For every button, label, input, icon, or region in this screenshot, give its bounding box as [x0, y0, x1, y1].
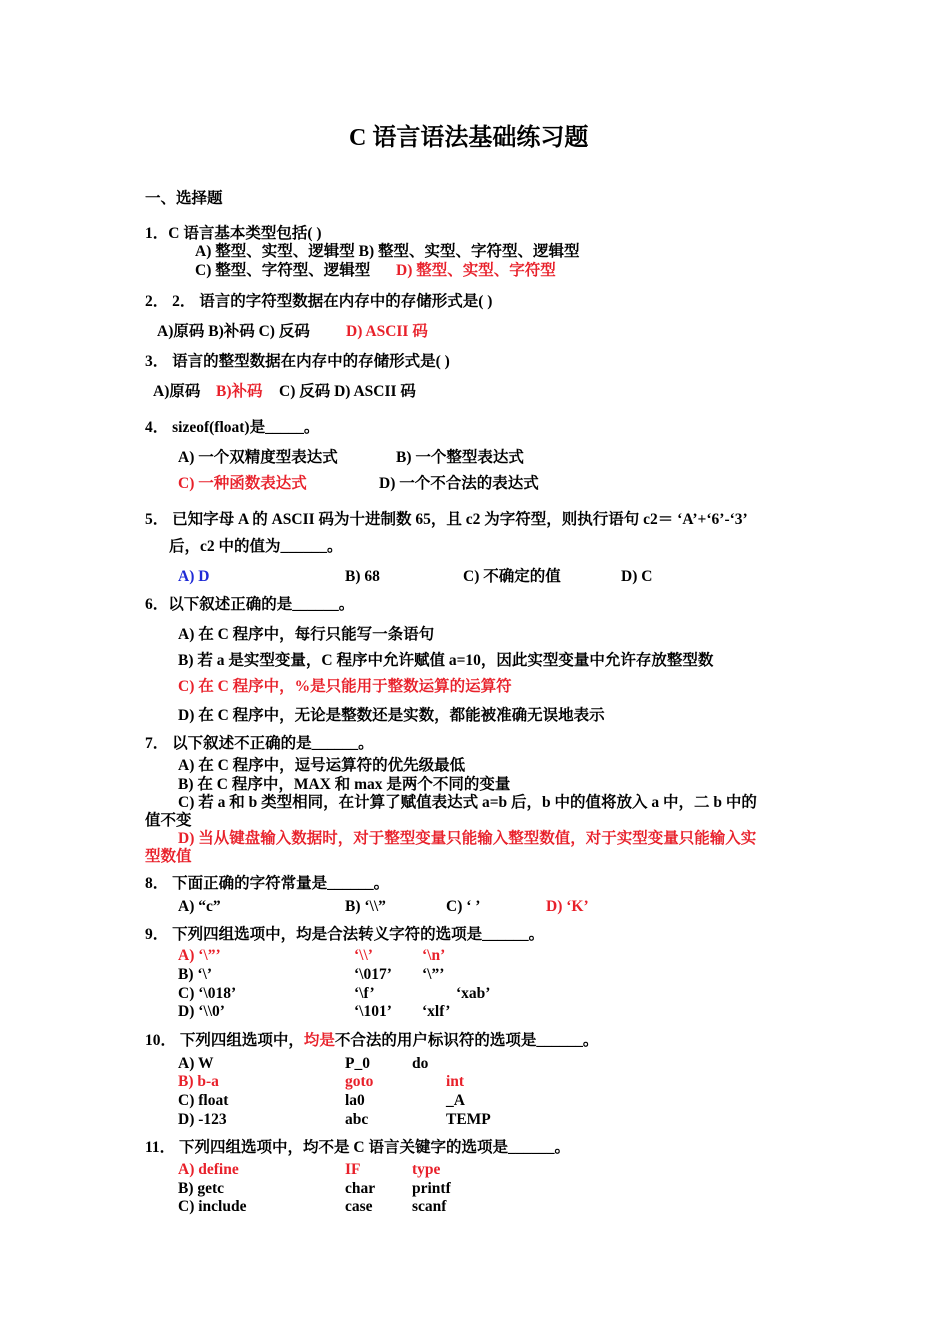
q2-stem: 2． 2． 语言的字符型数据在内存中的存储形式是( )	[145, 293, 493, 310]
q3-answer: B)补码	[216, 383, 263, 400]
q2-options: A)原码 B)补码 C) 反码	[157, 323, 310, 340]
q8-option-c: C) ‘ ’	[446, 898, 481, 915]
q1-options-line1: A) 整型、实型、逻辑型 B) 整型、实型、字符型、逻辑型	[195, 243, 580, 260]
q10-row-c-col1: C) float	[178, 1092, 229, 1109]
q1-answer: D) 整型、实型、字符型	[396, 262, 556, 279]
q10-stem-part1: 10． 下列四组选项中，	[145, 1032, 304, 1049]
q8-option-a: A) “c”	[178, 898, 221, 915]
q7-answer-line2: 型数值	[145, 848, 192, 865]
q3-stem: 3． 语言的整型数据在内存中的存储形式是( )	[145, 353, 450, 370]
q4-option-a: A) 一个双精度型表达式	[178, 449, 338, 466]
q9-answer-col2: ‘\\’	[354, 947, 373, 964]
q9-row-d-col3: ‘xlf’	[422, 1003, 451, 1020]
q7-option-c-line1: C) 若 a 和 b 类型相同，在计算了赋值表达式 a=b 后，b 中的值将放入 a 中，二 b 中的	[178, 794, 757, 811]
q1-option-c: C) 整型、字符型、逻辑型	[195, 262, 371, 279]
q11-answer-col3: type	[412, 1161, 441, 1178]
q7-answer-line1: D) 当从键盘输入数据时，对于整型变量只能输入整型数值，对于实型变量只能输入实	[178, 830, 757, 847]
q9-row-b-col3: ‘\”’	[422, 966, 445, 983]
q9-answer-col1: A) ‘\”’	[178, 947, 221, 964]
q8-answer: D) ‘K’	[546, 898, 589, 915]
q7-option-c-line2: 值不变	[145, 812, 192, 829]
q1-stem: 1．C 语言基本类型包括( )	[145, 225, 322, 242]
q9-row-c-col3: ‘xab’	[456, 985, 491, 1002]
q3-option-a: A)原码	[153, 383, 201, 400]
q11-row-b-col3: printf	[412, 1180, 451, 1197]
q11-answer-col2: IF	[345, 1161, 361, 1178]
q8-stem: 8． 下面正确的字符常量是______。	[145, 875, 390, 892]
q7-option-a: A) 在 C 程序中，逗号运算符的优先级最低	[178, 757, 466, 774]
q10-row-a-col1: A) W	[178, 1055, 214, 1072]
q4-answer: C) 一种函数表达式	[178, 475, 307, 492]
q5-stem-line2: 后，c2 中的值为______。	[169, 538, 343, 555]
q10-stem-part2: 不合法的用户标识符的选项是______。	[334, 1032, 599, 1049]
q9-row-c-col2: ‘\f’	[354, 985, 375, 1002]
q10-stem	[145, 1031, 598, 1050]
q10-row-c-col3: _A	[446, 1092, 465, 1109]
q11-row-c-col2: case	[345, 1198, 373, 1215]
q10-row-c-col2: la0	[345, 1092, 365, 1109]
q7-option-b: B) 在 C 程序中，MAX 和 max 是两个不同的变量	[178, 776, 511, 793]
q10-stem-highlight: 均是	[303, 1032, 335, 1049]
q6-option-a: A) 在 C 程序中，每行只能写一条语句	[178, 626, 435, 643]
q6-stem: 6．以下叙述正确的是______。	[145, 596, 355, 613]
page-title: C 语言语法基础练习题	[349, 125, 589, 151]
q7-stem: 7． 以下叙述不正确的是______。	[145, 735, 374, 752]
q11-row-c-col1: C) include	[178, 1198, 247, 1215]
q5-answer: A) D	[178, 568, 210, 585]
q6-option-d: D) 在 C 程序中，无论是整数还是实数，都能被准确无误地表示	[178, 707, 605, 724]
q5-option-d: D) C	[621, 568, 653, 585]
q8-option-b: B) ‘\\”	[345, 898, 386, 915]
q10-row-d-col3: TEMP	[446, 1111, 491, 1128]
q9-row-c-col1: C) ‘\018’	[178, 985, 237, 1002]
q10-row-a-col3: do	[412, 1055, 429, 1072]
q11-row-b-col2: char	[345, 1180, 376, 1197]
q9-row-d-col1: D) ‘\\0’	[178, 1003, 225, 1020]
q4-option-d: D) 一个不合法的表达式	[379, 475, 539, 492]
q9-answer-col3: ‘\n’	[422, 947, 446, 964]
q2-answer: D) ASCII 码	[346, 323, 428, 340]
q5-option-c: C) 不确定的值	[463, 568, 561, 585]
q9-stem: 9． 下列四组选项中，均是合法转义字符的选项是______。	[145, 926, 545, 943]
q10-answer-col3: int	[446, 1073, 465, 1090]
q10-row-d-col1: D) -123	[178, 1111, 227, 1128]
q4-stem: 4． sizeof(float)是_____。	[145, 419, 320, 436]
q11-stem: 11． 下列四组选项中，均不是 C 语言关键字的选项是______。	[145, 1139, 570, 1156]
q11-row-c-col3: scanf	[412, 1198, 447, 1215]
q10-answer-col2: goto	[345, 1073, 374, 1090]
q5-option-b: B) 68	[345, 568, 380, 585]
q6-answer: C) 在 C 程序中，%是只能用于整数运算的运算符	[178, 678, 512, 695]
q11-row-b-col1: B) getc	[178, 1180, 225, 1197]
q10-row-a-col2: P_0	[345, 1055, 370, 1072]
section-heading: 一、选择题	[145, 190, 223, 207]
q6-option-b: B) 若 a 是实型变量，C 程序中允许赋值 a=10，因此实型变量中允许存放整型数	[178, 652, 714, 669]
q9-row-b-col2: ‘\017’	[354, 966, 392, 983]
q9-row-d-col2: ‘\101’	[354, 1003, 392, 1020]
q3-options-rest: C) 反码 D) ASCII 码	[279, 383, 416, 400]
q10-answer-col1: B) b-a	[178, 1073, 219, 1090]
q9-row-b-col1: B) ‘\’	[178, 966, 213, 983]
q10-row-d-col2: abc	[345, 1111, 369, 1128]
q11-answer-col1: A) define	[178, 1161, 239, 1178]
q4-option-b: B) 一个整型表达式	[396, 449, 524, 466]
q5-stem-line1: 5． 已知字母 A 的 ASCII 码为十进制数 65，且 c2 为字符型，则执行语句 c2＝ ‘A’+‘6’-‘3’	[145, 511, 748, 528]
